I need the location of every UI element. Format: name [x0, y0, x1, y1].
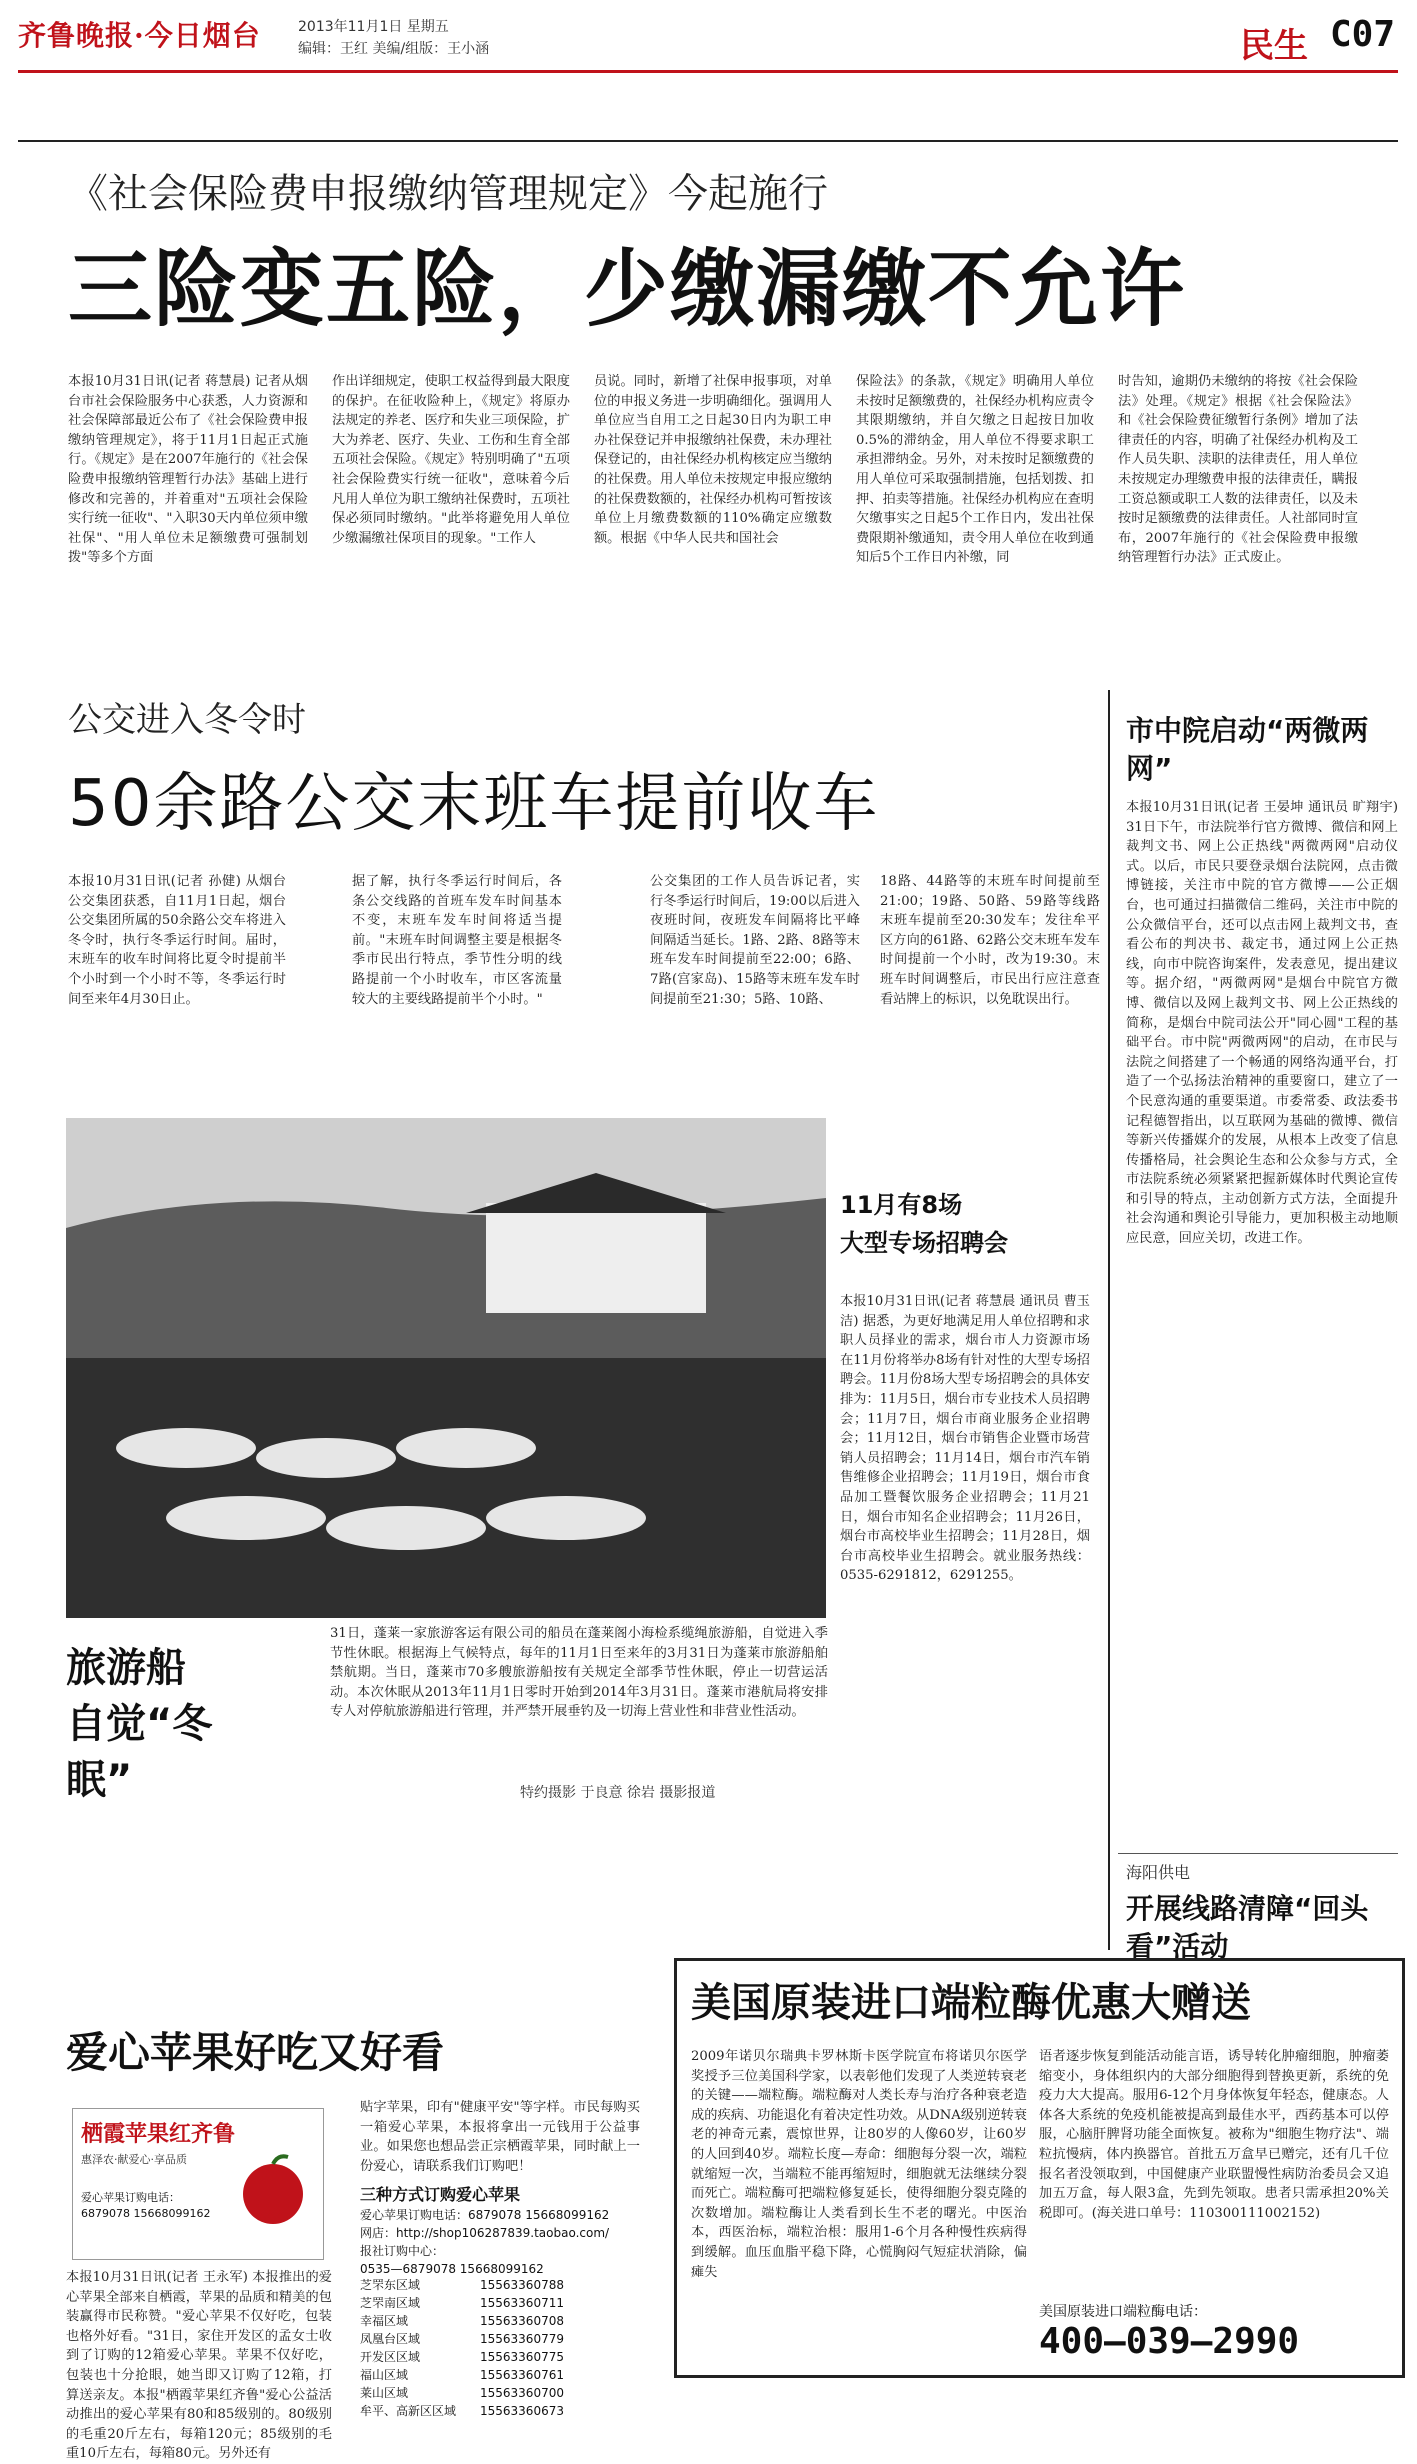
jobs-headline	[840, 1186, 1008, 1262]
article1-col1: 本报10月31日讯(记者 蒋慧晨) 记者从烟台市社会保险服务中心获悉，人力资源和社会保障部最近公布了《社会保险费申报缴纳管理规定》，将于11月1日起正式施行。《规定》是在2007年施行的《社会保险费申报缴纳管理暂行办法》基础上进行修改和完善的，并着重对"五项社会保险实行统一征收"、"入职30天内单位须申缴社保"、"用人单位未足额缴费可强制划拨"等多个方面	[68, 374, 308, 566]
apple-order-heading: 三种方式订购爱心苹果	[360, 2185, 521, 2204]
apple-col1: 本报10月31日讯(记者 王永军) 本报推出的爱心苹果全部来自栖霞，苹果的品质和精美的包装赢得市民称赞。"爱心苹果不仅好吃，包装也格外好看。"31日，家住开发区的孟女士收到了订购的12箱爱心苹果。苹果不仅好吃，包装也十分抢眼，她当即又订购了12箱，打算送亲友。本报"栖霞苹果红齐鲁"爱心公益活动推出的爱心苹果有80和85级别的。80级别的毛重20斤左右，每箱120元；85级别的毛重10斤左右，每箱80元。另外还有	[66, 2270, 332, 2462]
ad-phone: 400—039—2990	[1039, 2321, 1300, 2362]
photo-credit: 特约摄影 于良意 徐岩 摄影报道	[520, 1785, 716, 1801]
newspaper-masthead: 齐鲁晚报·今日烟台	[18, 19, 261, 52]
article2-col4: 18路、44路等的末班车时间提前至21:00；19路、50路、59路等线路末班车提前至20:30发车；发往牟平区方向的61路、62路公交末班车发车时间提前一个小时，改为19:30。末班车时间调整后，市民出行应注意查看站牌上的标识，以免耽误出行。	[880, 874, 1100, 1007]
ad-headline: 美国原装进口端粒酶优惠大赠送	[691, 1980, 1251, 2026]
ad-phone-label: 美国原装进口端粒酶电话：	[1039, 2304, 1207, 2320]
apple-order-line: 0535—6879078 15668099162	[360, 2262, 544, 2276]
article2-col2: 据了解，执行冬季运行时间后，各条公交线路的首班车发车时间基本不变，末班车发车时间将适当提前。"末班车时间调整主要是根据冬季市民出行特点，季节性分明的线路提前一个小时收车，市区客流量较大的主要线路提前半个小时。"	[352, 874, 562, 1007]
article2-col3: 公交集团的工作人员告诉记者，实行冬季运行时间后，19:00以后进入夜班时间，夜班发车间隔将比平峰间隔适当延长。1路、2路、8路等末班车发车时间提前至22:00；6路、7路(宫家岛)、15路等末班车发车时间提前至21:30；5路、10路、	[650, 874, 860, 1007]
photo-title-line1: 旅游船	[66, 1645, 186, 1691]
section-name: 民生	[1240, 26, 1308, 66]
telomerase-ad	[674, 1958, 1405, 2378]
apple-hotline-label: 爱心苹果订购电话：	[81, 2191, 180, 2204]
issue-date: 2013年11月1日 星期五	[298, 19, 449, 35]
apple-logo-box	[72, 2108, 324, 2260]
sidebar-headline: 市中院启动“两微两网”	[1126, 714, 1369, 785]
jobs-headline-line1: 11月有8场	[840, 1191, 963, 1219]
article1-col5: 时告知，逾期仍未缴纳的将按《社会保险法》处理。《规定》根据《社会保险法》和《社会保险费征缴暂行条例》增加了法律责任的内容，明确了社保经办机构及工作人员失职、渎职的法律责任，用人单位未按规定办理缴费申报的法律责任，瞒报工资总额或职工人数的法律责任，以及未按时足额缴费的法律责任。人社部同时宣布，2007年施行的《社会保险费申报缴纳管理暂行办法》正式废止。	[1118, 374, 1358, 566]
apple-order-line: 网店：http://shop106287839.taobao.com/	[360, 2226, 610, 2240]
article2-headline: 50余路公交末班车提前收车	[68, 767, 880, 841]
district-row: 莱山区域 15563360700	[360, 2386, 564, 2400]
apple-icon	[233, 2149, 313, 2229]
district-row: 凤凰台区域 15563360779	[360, 2332, 564, 2346]
sidebar-divider	[1108, 690, 1110, 1950]
apple-col2: 贴字苹果，印有"健康平安"等字样。市民每购买一箱爱心苹果，本报将拿出一元钱用于公益事业。如果您也想品尝正宗栖霞苹果，同时献上一份爱心，请联系我们订购吧！	[360, 2100, 640, 2174]
district-row: 芝罘南区域 15563360711	[360, 2296, 564, 2310]
sidebar-label: 海阳供电	[1126, 1863, 1191, 1882]
apple-district-table	[360, 2222, 660, 2420]
article1-headline: 三险变五险，少缴漏缴不允许	[68, 240, 1187, 338]
sidebar-headline-2: 开展线路清障“回头看”活动	[1126, 1892, 1369, 1963]
article2-col1: 本报10月31日讯(记者 孙健) 从烟台公交集团获悉，自11月1日起，烟台公交集团所属的50余路公交车将进入冬令时，执行冬季运行时间。届时，末班车的收车时间将比夏令时提前半个小时到一个小时不等，冬季运行时间至来年4月30日止。	[68, 874, 286, 1007]
district-row: 幸福区域 15563360708	[360, 2314, 564, 2328]
district-row: 牟平、高新区区域 15563360673	[360, 2404, 564, 2418]
district-row: 福山区域 15563360761	[360, 2368, 564, 2382]
apple-slogan: 惠泽农·献爱心·享品质	[81, 2153, 187, 2166]
editor-credits: 编辑：王红 美编/组版：王小涵	[298, 41, 490, 57]
sidebar-body: 本报10月31日讯(记者 王晏坤 通讯员 旷翔宇) 31日下午，市法院举行官方微博、微信和网上裁判文书、网上公正热线"两微两网"启动仪式。以后，市民只要登录烟台法院网，点击微博链接，关注市中院的官方微博——公正烟台，也可通过扫描微信二维码，关注市中院的公众微信平台，还可以点击网上裁判文书，查看公布的判决书、裁定书，通过网上公正热线，向市中院咨询案件，发表意见，提出建议等。据介绍，"两微两网"是烟台中院官方微博、微信以及网上裁判文书、网上公正热线的简称，是烟台中院司法公开"同心圆"工程的基础平台。市中院"两微两网"的启动，在市民与法院之间搭建了一个畅通的网络沟通平台，打造了一个弘扬法治精神的重要窗口，建立了一个民意沟通的重要渠道。市委常委、政法委书记程德智指出，以互联网为基础的微博、微信等新兴传播媒介的发展，从根本上改变了信息传播格局，社会舆论生态和公众参与方式，全市法院系统必须紧紧把握新媒体时代舆论宣传和引导的特点，主动创新方式方法，全面提升社会沟通和舆论引导能力，更加积极主动地顺应民意，回应关切，改进工作。	[1126, 800, 1398, 1247]
district-row: 开发区区域 15563360775	[360, 2350, 564, 2364]
article1-col4: 保险法》的条款，《规定》明确用人单位未按时足额缴费的，社保经办机构应责令其限期缴纳，并自欠缴之日起按日加收0.5%的滞纳金，用人单位不得要求职工承担滞纳金。另外，对未按时足额缴费的用人单位可采取强制措施，包括划拨、扣押、拍卖等措施。社保经办机构应在查明欠缴事实之日起5个工作日内，发出社保费限期补缴通知，责令用人单位在收到通知后5个工作日内补缴，同	[856, 374, 1094, 566]
article1-subtitle: 《社会保险费申报缴纳管理规定》今起施行	[68, 171, 828, 217]
article1-col2: 作出详细规定，使职工权益得到最大限度的保护。在征收险种上，《规定》将原办法规定的养老、医疗和失业三项保险，扩大为养老、医疗、失业、工伤和生育全部五项社会保险。《规定》特别明确了"五项社会保险费实行统一征收"，意味着今后凡用人单位为职工缴纳社保费时，五项社保必须同时缴纳。"此举将避免用人单位少缴漏缴社保项目的现象。"工作人	[332, 374, 570, 546]
header-rule-lower	[18, 140, 1398, 142]
ad-col2: 语者逐步恢复到能活动能言语，诱导转化肿瘤细胞，肿瘤萎缩变小，身体组织内的大部分细胞得到替换更新，系统的免疫力大大提高。服用6-12个月身体恢复年轻态，健康态。人体各大系统的免疫机能被提高到最佳水平，西药基本可以停服，心脑肝脾肾功能全面恢复。被称为"细胞生物疗法"、端粒抗慢病，体内换器官。首批五万盒早已赠完，还有几千位报名者没领取到，中国健康产业联盟慢性病防治委员会又追加五万盒，每人限3盒，先到先领取。患者只需承担20%关税即可。(海关进口单号：110300111002152)	[1039, 2049, 1389, 2221]
page-number: C07	[1330, 14, 1396, 55]
photo-title-line2: 自觉“冬眠”	[66, 1701, 213, 1803]
tour-boats-photo	[66, 1118, 826, 1618]
sidebar-rule	[1118, 1853, 1398, 1854]
jobs-headline-line2: 大型专场招聘会	[840, 1229, 1008, 1257]
ad-col1: 2009年诺贝尔瑞典卡罗林斯卡医学院宣布将诺贝尔医学奖授予三位美国科学家，以表彰他们发现了人类逆转衰老的关键——端粒酶。端粒酶对人类长寿与治疗各种衰老造成的疾病、功能退化有着决定性功效。从DNA级别逆转衰老的神奇元素，震惊世界，让80岁的人像60岁，让60岁的人回到40岁。端粒长度—寿命：细胞每分裂一次，端粒就缩短一次，当端粒不能再缩短时，细胞就无法继续分裂而死亡。端粒酶可把端粒修复延长，使得细胞分裂克隆的次数增加。端粒酶让人类看到长生不老的曙光。中医治本，西医治标，端粒治根：服用1-6个月各种慢性疾病得到缓解。血压血脂平稳下降，心慌胸闷气短症状消除，偏瘫失	[691, 2049, 1027, 2280]
apple-hotline: 6879078 15668099162	[81, 2207, 211, 2220]
jobs-body: 本报10月31日讯(记者 蒋慧晨 通讯员 曹玉洁) 据悉，为更好地满足用人单位招聘和求职人员择业的需求，烟台市人力资源市场在11月份将举办8场有针对性的大型专场招聘会。11月份8场大型专场招聘会的具体安排为：11月5日，烟台市专业技术人员招聘会；11月7日，烟台市商业服务企业招聘会；11月12日，烟台市销售企业暨市场营销人员招聘会；11月14日，烟台市汽车销售维修企业招聘会；11月19日，烟台市食品加工暨餐饮服务企业招聘会；11月21日，烟台市知名企业招聘会；11月26日，烟台市高校毕业生招聘会；11月28日，烟台市高校毕业生招聘会。就业服务热线：0535-6291812，6291255。	[840, 1294, 1090, 1584]
apple-brand: 栖霞苹果红齐鲁	[81, 2122, 236, 2147]
article1-col3: 员说。同时，新增了社保申报事项，对单位的申报义务进一步明确细化。强调用人单位应当自用工之日起30日内为职工申办社保登记并申报缴纳社保费，未办理社保登记的，由社保经办机构核定应当缴纳的社保费。用人单位未按规定申报应缴纳的社保费数额的，社保经办机构可暂按该单位上月缴费数额的110%确定应缴数额。根据《中华人民共和国社会	[594, 374, 832, 546]
district-row: 芝罘东区域 15563360788	[360, 2278, 564, 2292]
photo-title	[66, 1640, 266, 1808]
apple-headline: 爱心苹果好吃又好看	[66, 2028, 445, 2077]
photo-caption: 31日，蓬莱一家旅游客运有限公司的船员在蓬莱阁小海检系缆绳旅游船，自觉进入季节性休眠。根据海上气候特点，每年的11月1日至来年的3月31日为蓬莱市旅游船舶禁航期。当日，蓬莱市70多艘旅游船按有关规定全部季节性休眠，停止一切营运活动。本次休眠从2013年11月1日零时开始到2014年3月31日。蓬莱市港航局将安排专人对停航旅游船进行管理，并严禁开展垂钓及一切海上营业性和非营业性活动。	[330, 1626, 828, 1720]
apple-order-line: 报社订购中心：	[360, 2244, 445, 2258]
header-rule	[18, 70, 1398, 73]
apple-order-line: 爱心苹果订购电话：6879078 15668099162	[360, 2208, 610, 2222]
article2-subtitle: 公交进入冬令时	[68, 700, 306, 740]
photo-illustration	[66, 1118, 826, 1618]
